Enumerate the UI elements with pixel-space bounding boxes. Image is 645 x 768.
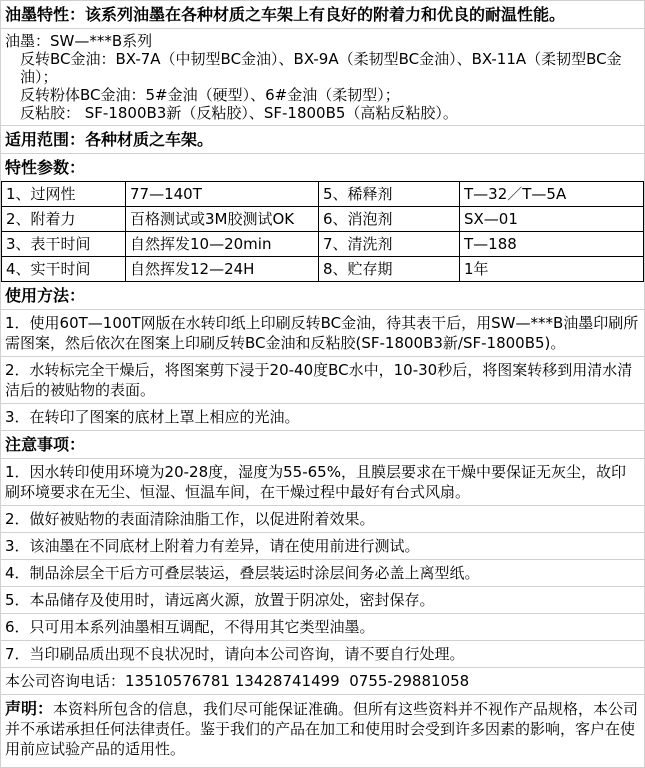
params-table [1,181,644,282]
notes-item-1: 1．因水转印使用环境为20-28度，湿度为55-65%，且膜层要求在干燥中要保证无灰尘，故印刷环境要求在无尘、恒湿、恒温车间，在干燥过程中最好有台式风扇。 [1,459,644,506]
statement-label: 声明： [5,699,54,718]
notes-heading-text: 注意事项： [5,435,86,454]
param-value: SX—01 [460,207,644,232]
section-scope [1,126,644,154]
usage-item-2: 2．水转标完全干燥后，将图案剪下浸于20-40度BC水中，10-30秒后，将图案转移到用清水清洁后的被贴物的表面。 [1,357,644,404]
section-usage-heading [1,282,644,310]
statement-text: 本资料所包含的信息，我们尽可能保证准确。但所有这些资料并不视作产品规格，本公司并不承诺承担任何法律责任。鉴于我们的产品在加工和使用时会受到许多因素的影响，客户在使用前应试验产品的适用性。 [5,700,639,758]
section-ink-series [1,29,644,126]
param-value: T—32／T—5A [460,182,644,207]
param-label: 8、贮存期 [319,257,460,282]
section-params-heading [1,154,644,181]
ink-properties-title-text: 油墨特性：该系列油墨在各种材质之车架上有良好的附着力和优良的耐温性能。 [5,5,566,24]
param-label: 3、表干时间 [2,232,126,257]
param-label: 4、实干时间 [2,257,126,282]
param-label: 1、过网性 [2,182,126,207]
params-table-row [2,232,644,257]
param-label: 6、消泡剂 [319,207,460,232]
param-value: 1年 [460,257,644,282]
param-label: 7、清洗剂 [319,232,460,257]
param-value: 77—140T [126,182,319,207]
usage-heading-text: 使用方法： [5,286,86,305]
section-statement [1,695,644,767]
param-value: 自然挥发10—20min [126,232,319,257]
usage-item-3: 3．在转印了图案的底材上罩上相应的光油。 [1,404,644,431]
section-ink-properties-title [1,1,644,29]
params-table-row [2,257,644,282]
notes-item-7: 7．当印刷品质出现不良状况时，请向本公司咨询，请不要自行处理。 [1,641,644,668]
scope-text: 适用范围：各种材质之车架。 [5,130,214,149]
ink-series-powder-bc-gold-oil: 反转粉体BC金油：5#金油（硬型）、6#金油（柔韧型）； [20,86,400,104]
section-notes-heading [1,431,644,459]
notes-item-2: 2．做好被贴物的表面清除油脂工作，以促进附着效果。 [1,506,644,533]
param-value: T—188 [460,232,644,257]
notes-item-5: 5．本品储存及使用时，请远离火源，放置于阴凉处，密封保存。 [1,587,644,614]
params-table-row [2,182,644,207]
notes-item-4: 4．制品涂层全干后方可叠层装运，叠层装运时涂层间务必盖上离型纸。 [1,560,644,587]
params-heading-text: 特性参数： [5,158,86,177]
ink-series-name: 油墨：SW—***B系列 [5,32,153,50]
notes-item-3: 3．该油墨在不同底材上附着力有差异，请在使用前进行测试。 [1,533,644,560]
param-value: 自然挥发12—24H [126,257,319,282]
params-table-row [2,207,644,232]
usage-item-1: 1．使用60T—100T网版在水转印纸上印刷反转BC金油，待其表干后，用SW—***B油墨印刷所需图案，然后依次在图案上印刷反转BC金油和反粘胶(SF-1800B3新/SF-1800B5)。 [1,310,644,357]
param-label: 2、附着力 [2,207,126,232]
ink-series-bc-gold-oil: 反转BC金油：BX-7A（中韧型BC金油）、BX-9A（柔韧型BC金油）、BX-11A（柔韧型BC金油）； [20,50,622,86]
contact-phone-row: 本公司咨询电话：13510576781 13428741499 0755-29881058 [1,668,644,695]
notes-item-6: 6．只可用本系列油墨相互调配，不得用其它类型油墨。 [1,614,644,641]
param-value: 百格测试或3M胶测试OK [126,207,319,232]
ink-series-anti-adhesive: 反粘胶： SF-1800B3新（反粘胶）、SF-1800B5（高粘反粘胶）。 [20,104,458,122]
param-label: 5、稀释剂 [319,182,460,207]
